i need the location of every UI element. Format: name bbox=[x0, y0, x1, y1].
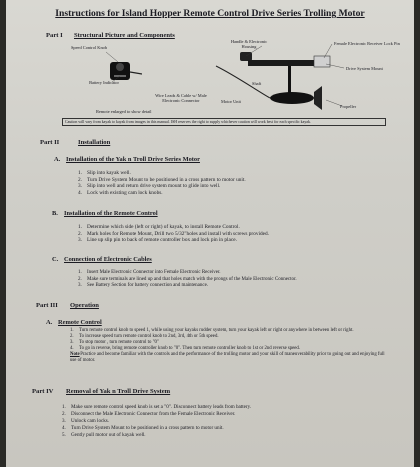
part4-heading: Removal of Yak n Troll Drive System bbox=[66, 388, 171, 395]
list-item: 3. See Battery Section for battery connection and maintenance. bbox=[78, 283, 209, 289]
list-item: Note Practice and become familiar with the controls and the performance of the trolling motor and your skill of maneuverability prior to going out and enjoying full use of motor. bbox=[70, 352, 385, 363]
part3-a-label: A. bbox=[46, 319, 53, 326]
label-motor-unit: Motor Unit bbox=[221, 99, 241, 104]
part2-a-label: A. bbox=[54, 156, 61, 163]
part3-a-heading: Remote Control bbox=[58, 319, 102, 326]
list-item: 3. Slip into well and return drive system mount to glide into well. bbox=[78, 183, 221, 190]
list-item: 5. Gently pull motor out of kayak well. bbox=[62, 432, 146, 438]
list-item: 2. To increase speed turn remote control knob to 2nd, 3rd, 4th or 5th speed. bbox=[70, 334, 219, 339]
list-item: 1. Insert Male Electronic Connector into Female Electronic Receiver. bbox=[78, 270, 221, 275]
list-item: 3. To stop motor , turn remote control to "0" bbox=[70, 340, 159, 345]
list-item: 3. Line up slip pin to back of remote controller box and lock pin in place. bbox=[78, 237, 237, 244]
list-item: 4. Lock with existing cam lock knobs. bbox=[78, 189, 163, 196]
part1-heading: Structural Picture and Components bbox=[74, 32, 175, 39]
label-propeller: Propeller bbox=[340, 104, 357, 109]
instruction-sheet bbox=[6, 0, 414, 467]
diagram-leader-lines bbox=[6, 0, 414, 130]
part2-c-label: C. bbox=[52, 256, 59, 263]
part3-heading: Operation bbox=[70, 302, 99, 309]
part4-list bbox=[62, 404, 251, 439]
part2-label: Part II bbox=[40, 139, 60, 146]
label-wire-leads: Wire Leads & Cable w/ Male Electronic Connector bbox=[155, 93, 207, 103]
list-item: 2. Disconnect the Male Electronic Connector from the Female Electronic Receiver. bbox=[62, 411, 236, 417]
part2-c-heading: Connection of Electronic Cables bbox=[64, 256, 152, 263]
label-handle: Handle & Electronic Housing bbox=[230, 39, 268, 49]
list-item: 1. Make sure remote control speed knob is set a "0". Disconnect battery leads from battery. bbox=[62, 404, 252, 410]
part2-heading: Installation bbox=[78, 139, 111, 146]
part2-a-heading: Installation of the Yak n Troll Drive Series Motor bbox=[66, 156, 200, 163]
part2-b-list bbox=[78, 224, 269, 244]
part4-label: Part IV bbox=[32, 388, 54, 395]
list-item: 1. Turn remote control knob to speed 1, while using your kayaks rudder system, turn your kayak left or right or anywhere in between left or right. bbox=[70, 328, 354, 333]
list-item: 2. Mark holes for Remote Mount, Drill two 5/32"holes and install with screws provided. bbox=[78, 230, 269, 237]
part2-c-list bbox=[78, 270, 297, 290]
label-battery: Battery Indicator bbox=[89, 80, 119, 85]
document-title: Instructions for Island Hopper Remote Control Drive Series Trolling Motor bbox=[55, 8, 365, 19]
part1-label: Part I bbox=[46, 32, 63, 39]
list-item: 1. Determine which side (left or right) of kayak, to install Remote Control. bbox=[78, 224, 240, 230]
part2-b-label: B. bbox=[52, 210, 58, 217]
label-female-receiver: Female Electronic Receiver Lock Pin bbox=[334, 41, 400, 46]
label-speed-knob: Speed Control Knob bbox=[70, 45, 108, 50]
label-drive-mount: Drive System Mount bbox=[346, 66, 383, 71]
label-not-shown: Remote enlarged to show detail bbox=[96, 109, 152, 114]
list-item: 3. Unlock cam locks. bbox=[62, 418, 110, 424]
list-item: 2. Make sure terminals are lined up and that holes match with the prongs of the Male Electronic Connector. bbox=[78, 276, 297, 282]
caution-note: Caution will vary from kayak to kayak from images in this manual. ISH reserves the right to supply whichever caution will work best for each specific kayak. bbox=[62, 118, 386, 126]
list-item: 1. Slip into kayak well. bbox=[78, 170, 131, 176]
list-item: 4. Turn Drive System Mount to be positioned in a cross pattern to motor unit. bbox=[62, 425, 224, 431]
list-item: 2. Turn Drive System Mount to be positioned in a cross pattern to motor unit. bbox=[78, 176, 246, 183]
part2-b-heading: Installation of the Remote Control bbox=[64, 210, 158, 217]
part3-label: Part III bbox=[36, 302, 58, 309]
list-item: 4. To go in reverse, bring remote controller knob to "0". Then turn remote controller knob to 1st or 2nd reverse speed. bbox=[70, 346, 301, 351]
part3-a-list bbox=[70, 328, 392, 364]
part2-a-list bbox=[78, 170, 246, 196]
label-shaft: Shaft bbox=[252, 81, 262, 86]
